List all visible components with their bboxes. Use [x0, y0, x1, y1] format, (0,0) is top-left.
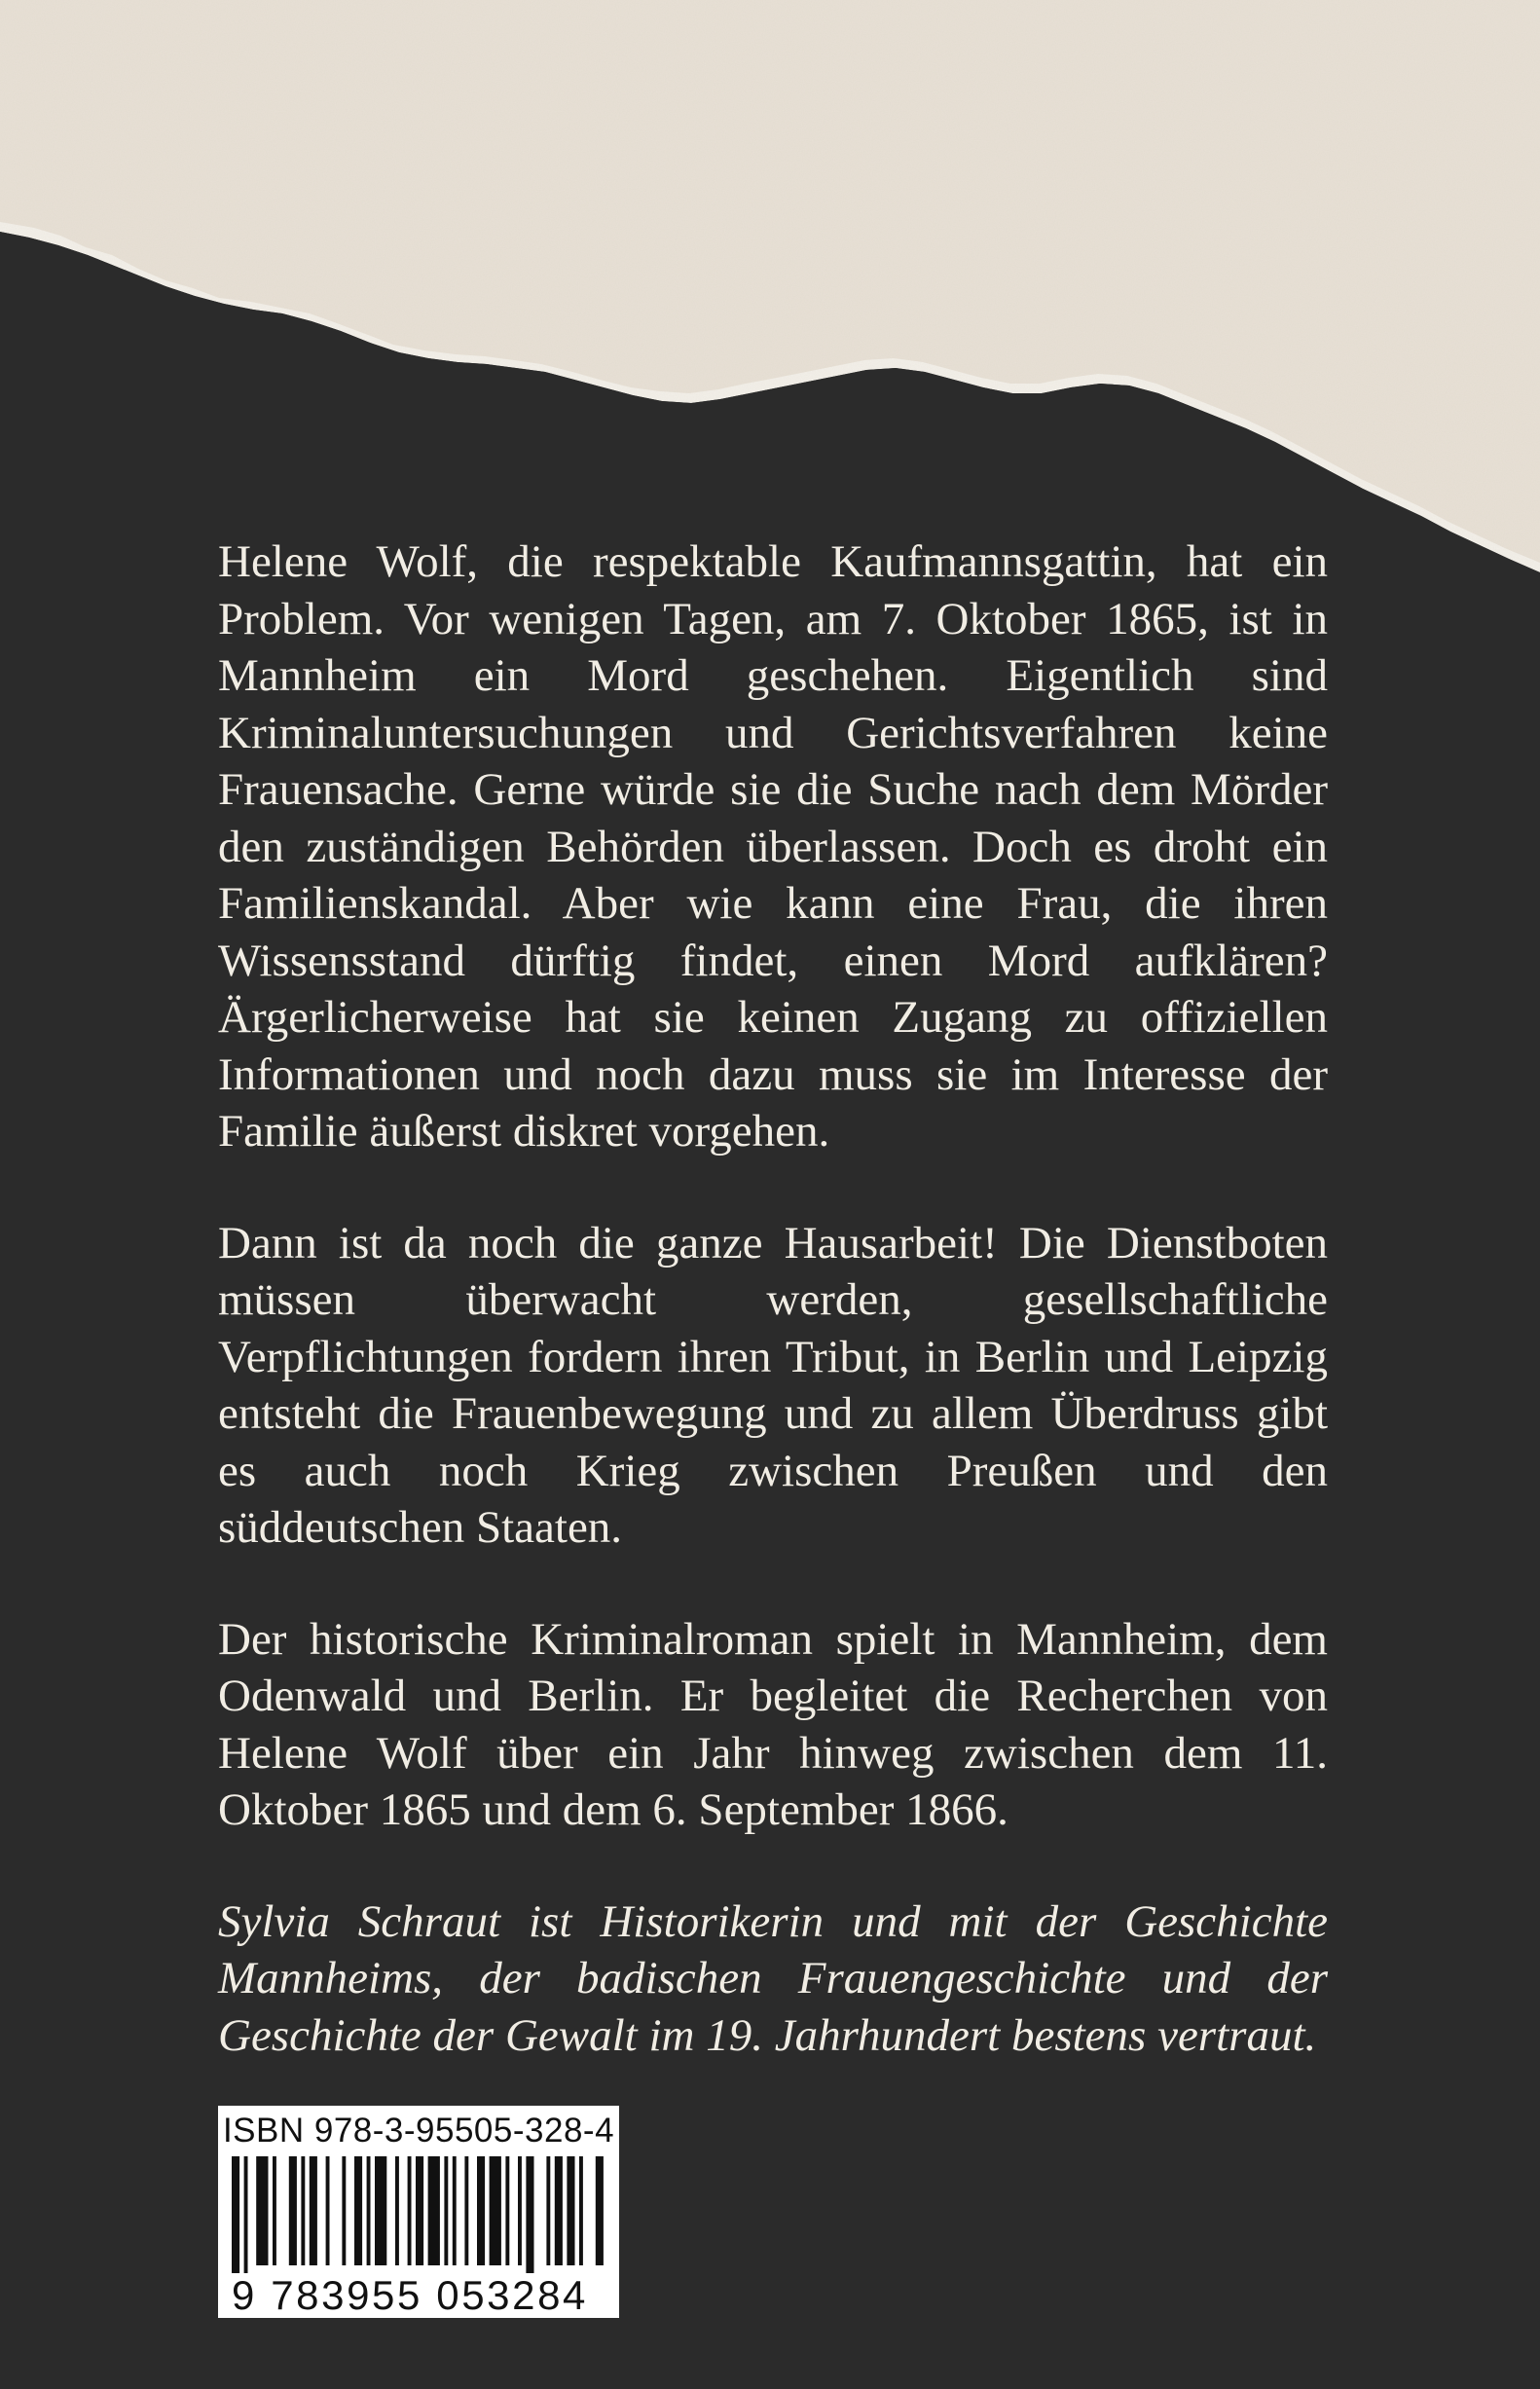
isbn-barcode	[218, 2106, 619, 2318]
barcode-digits: 9 783955 053284	[232, 2273, 613, 2318]
blurb-paragraph: Der historische Kriminalroman spielt in Mannheim, dem Odenwald und Berlin. Er begleitet die Recherchen von Helene Wolf über ein Jahr hinweg zwischen dem 11. Oktober 1865 und dem 6. September 1866.	[218, 1613, 1328, 1835]
barcode-bar	[301, 2156, 305, 2265]
barcode-bar	[444, 2156, 448, 2265]
blurb-paragraph: Helene Wolf, die respektable Kaufmannsgattin, hat ein Problem. Vor wenigen Tagen, am 7. Oktober 1865, ist in Mannheim ein Mord geschehen. Eigentlich sind Kriminaluntersuchungen und Gerichtsverfahren keine Frauensache. Gerne würde sie die Suche nach dem Mörder den zuständigen Behörden überlassen. Doch es droht ein Familienskandal. Aber wie kann eine Frau, die ihren Wissensstand dürftig findet, einen Mord aufklären? Ärgerlicherweise hat sie keinen Zugang zu offiziellen Informationen und noch dazu muss sie im Interesse der Familie äußerst diskret vorgehen.	[218, 536, 1328, 1157]
barcode-bar	[375, 2156, 386, 2265]
barcode-bar	[326, 2156, 330, 2265]
torn-paper-graphic	[0, 0, 1540, 584]
isbn-label: ISBN 978-3-95505-328-4	[222, 2112, 615, 2150]
barcode-bar	[273, 2156, 276, 2265]
barcode-bar	[289, 2156, 297, 2265]
barcode-bar	[555, 2156, 563, 2265]
barcode-bar	[579, 2156, 583, 2265]
barcode-bar	[453, 2156, 457, 2265]
barcode-bar	[367, 2156, 371, 2265]
barcode-bar	[477, 2156, 485, 2265]
barcode-bar	[354, 2156, 362, 2265]
barcode-bar	[567, 2156, 574, 2265]
blurb-text	[218, 533, 1328, 2118]
barcode-bar	[342, 2156, 346, 2265]
barcode-bar	[256, 2156, 268, 2265]
barcode-bar	[408, 2156, 412, 2265]
blurb-paragraph: Dann ist da noch die ganze Hausarbeit! Die Dienstboten müssen überwacht werden, gesellschaftliche Verpflichtungen fordern ihren Tribut, in Berlin und Leipzig entsteht die Frauenbewegung und zu allem Überdruss gibt es auch noch Krieg zwischen Preußen und den süddeutschen Staaten.	[218, 1217, 1328, 1553]
barcode-bar	[416, 2156, 423, 2265]
barcode-bar	[428, 2156, 440, 2265]
barcode-bar	[596, 2156, 604, 2265]
barcode-bar	[505, 2156, 509, 2265]
barcode-bar	[490, 2156, 501, 2265]
barcode-bar	[546, 2156, 550, 2265]
barcode-bar	[464, 2156, 468, 2265]
barcode-bar	[518, 2156, 522, 2265]
author-note: Sylvia Schraut ist Historikerin und mit der Geschichte Mannheims, der badischen Frauengeschichte und der Geschichte der Gewalt im 19. Jahrhundert bestens vertraut.	[218, 1895, 1328, 2061]
barcode-bar	[310, 2156, 317, 2265]
barcode-bar	[395, 2156, 399, 2265]
